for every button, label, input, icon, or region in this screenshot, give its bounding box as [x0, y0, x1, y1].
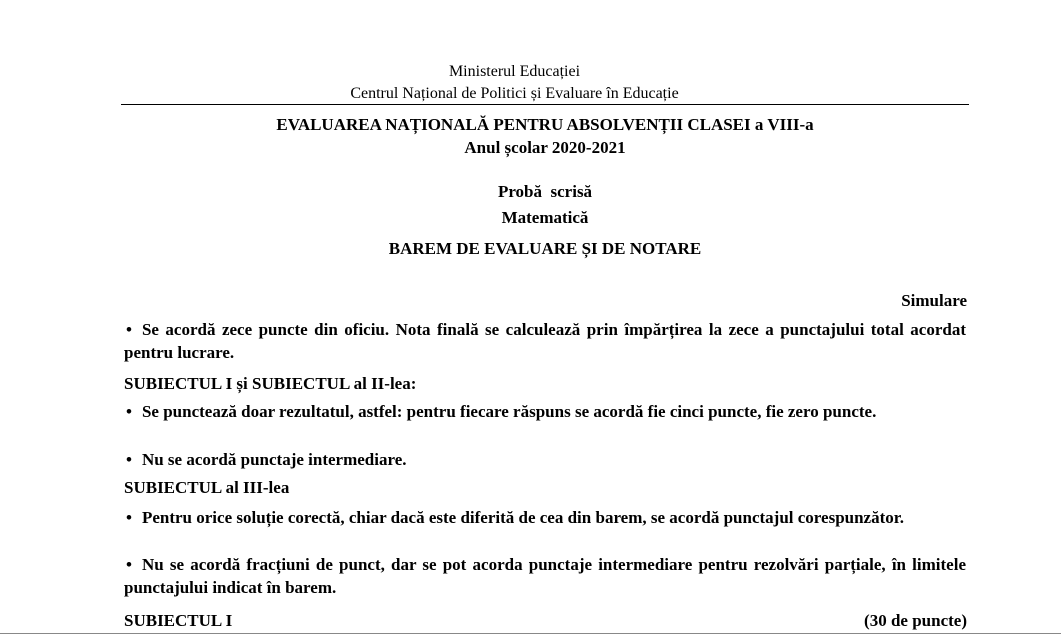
section-1-2-heading: SUBIECTUL I și SUBIECTUL al II-lea:	[124, 374, 417, 393]
subject-name: Matematică	[501, 208, 589, 227]
test-type: Probă scrisă	[497, 182, 593, 201]
section-1-2-rule-2-text: Nu se acordă punctaje intermediare.	[141, 450, 407, 469]
section-1-2-rule-1	[124, 400, 966, 423]
general-rule	[124, 318, 966, 364]
bullet-icon: •	[126, 402, 132, 421]
section-3-heading: SUBIECTUL al III-lea	[124, 478, 290, 497]
general-rule-text: Se acordă zece puncte din oficiu. Nota finală se calculează prin împărțirea la zece a punctajului total acordat pentru lucrare.	[124, 320, 966, 362]
page-bottom-edge	[0, 633, 1061, 634]
section-3-rule-1	[124, 506, 966, 529]
center-name: Centrul Național de Politici și Evaluare în Educație	[350, 85, 679, 102]
section-3-rule-1-text: Pentru orice soluție corectă, chiar dacă este diferită de cea din barem, se acordă punctajul corespunzător.	[141, 508, 904, 527]
section-1-2-rule-2	[124, 448, 966, 471]
section-3-rule-2-text: Nu se acordă fracțiuni de punct, dar se pot acorda punctaje intermediare pentru rezolvări parțiale, în limitele punctajului indicat în barem.	[124, 555, 966, 597]
barem-title: BAREM DE EVALUARE ȘI DE NOTARE	[388, 239, 702, 258]
school-year: Anul școlar 2020-2021	[464, 138, 626, 157]
section-1-2-rule-1-text: Se punctează doar rezultatul, astfel: pentru fiecare răspuns se acordă fie cinci puncte, fie zero puncte.	[141, 402, 877, 421]
exam-title: EVALUAREA NAȚIONALĂ PENTRU ABSOLVENȚII CLASEI a VIII-a	[276, 115, 814, 134]
subject-1-points: (30 de puncte)	[864, 611, 967, 630]
bullet-icon: •	[126, 508, 132, 527]
simulare-label: Simulare	[901, 291, 967, 310]
bullet-icon: •	[126, 450, 132, 469]
bullet-icon: •	[126, 555, 132, 574]
subject-1-heading: SUBIECTUL I	[124, 611, 233, 630]
section-3-rule-2	[124, 553, 966, 599]
header-divider	[121, 104, 969, 105]
bullet-icon: •	[126, 320, 132, 339]
ministry-name: Ministerul Educației	[448, 63, 581, 80]
